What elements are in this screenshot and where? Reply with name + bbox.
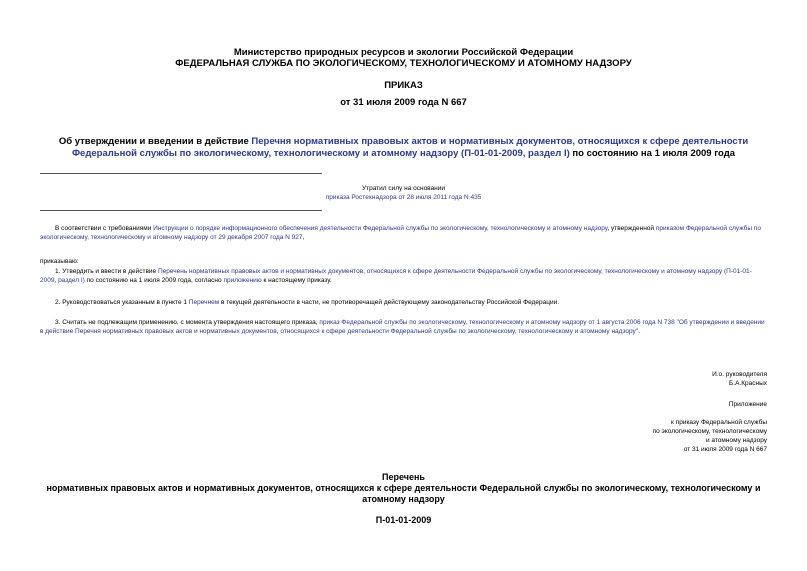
signature-block <box>547 370 767 388</box>
divider-top <box>40 173 322 174</box>
order-word: ПРИКАЗ <box>384 80 423 91</box>
ministry-name: Министерство природных ресурсов и экологии Российской Федерации <box>233 47 574 58</box>
instruction-link[interactable]: Инструкции о порядке информационного обеспечения деятельности Федеральной службы по экологическому, технологическому и атомному надзору <box>153 225 608 232</box>
p1-text-b: , утвержденной <box>607 225 656 232</box>
list-subheading: нормативных правовых актов и нормативных документов, относящихся к сфере деятельности Федеральной службы по экологическому, технологическому и атомному надзору <box>46 483 761 504</box>
paragraph-order-word: приказываю: <box>40 258 79 265</box>
appendix-line: к приказу Федеральной службы <box>671 419 767 426</box>
repeal-note <box>0 184 807 202</box>
document-header <box>0 47 807 69</box>
p4-text-a: 2. Руководствоваться указанным в пункте 1 <box>55 299 189 306</box>
list-heading: Перечень <box>382 472 425 482</box>
p3-text-a: 1. Утвердить и ввести в действие <box>55 268 158 275</box>
document-title <box>40 136 767 160</box>
appendix-block <box>547 400 767 454</box>
appendix-link[interactable]: приложению <box>223 277 262 284</box>
signer-position: И.о. руководителя <box>712 371 767 378</box>
paragraph-item-1 <box>40 267 768 285</box>
p4-text-b: в текущей деятельности в части, не противоречащей действующему законодательству Российской Федерации. <box>219 299 560 306</box>
service-name: ФЕДЕРАЛЬНАЯ СЛУЖБА ПО ЭКОЛОГИЧЕСКОМУ, ТЕХНОЛОГИЧЕСКОМУ И АТОМНОМУ НАДЗОРУ <box>175 58 632 69</box>
order-date: от 31 июля 2009 года N 667 <box>340 97 467 108</box>
paragraph-basis <box>40 224 768 242</box>
p5-text-b: . <box>638 328 640 335</box>
p5-text-a: 3. Считать не подлежащим применению, с момента утверждения настоящего приказа, <box>55 319 320 326</box>
p1-text-a: В соответствии с требованиями <box>55 225 154 232</box>
p3-text-b: по состоянию на 1 июля 2009 года, согласно <box>84 277 224 284</box>
title-link[interactable]: Перечня нормативных правовых актов и нормативных документов, относящихся к сфере деятельности Федеральной службы по экологическому, технологическому и атомному надзору (П-01-01-2009, раздел I) <box>71 136 749 159</box>
divider-bottom <box>40 210 322 211</box>
list-code: П-01-01-2009 <box>375 515 432 525</box>
appendix-line: Приложение <box>728 401 767 408</box>
p1-text-c: , <box>302 234 305 241</box>
title-suffix: по состоянию на 1 июля 2009 года <box>569 148 736 159</box>
list-short-link[interactable]: Перечнем <box>188 299 220 306</box>
order-927-link[interactable]: приказом Федеральной службы по экологическому, технологическому и атомному надзору от 29 декабря 2007 года N 927 <box>40 225 761 241</box>
repeal-text: Утратил силу на основании <box>361 185 446 192</box>
title-prefix: Об утверждении и введении в действие <box>58 136 252 147</box>
p3-text-c: к настоящему приказу. <box>261 277 332 284</box>
repeal-link[interactable]: приказа Ростехнадзора от 28 июля 2011 года N 435 <box>325 194 482 201</box>
appendix-line: от 31 июля 2009 года N 667 <box>683 446 767 453</box>
paragraph-item-2 <box>40 298 768 307</box>
appendix-line: и атомному надзору <box>705 437 767 444</box>
list-link[interactable]: Перечень нормативных правовых актов и нормативных документов, относящихся к сфере деятельности Федеральной службы по экологическому, технологическому и атомному надзору (П-01-01-2009, раздел I) <box>40 268 752 284</box>
signer-name: Б.А.Красных <box>729 380 767 387</box>
appendix-line: по экологическому, технологическому <box>652 428 767 435</box>
paragraph-item-3 <box>40 318 768 336</box>
order-738-link[interactable]: приказ Федеральной службы по экологическому, технологическому и атомному надзору от 1 августа 2006 года N 738 "Об утверждении и введении в действие Перечня нормативных правовых актов и нормативных документов, относящихся к сфере деятельности Федеральной службы по экологическому, технологическому и атомному надзору" <box>40 319 765 335</box>
